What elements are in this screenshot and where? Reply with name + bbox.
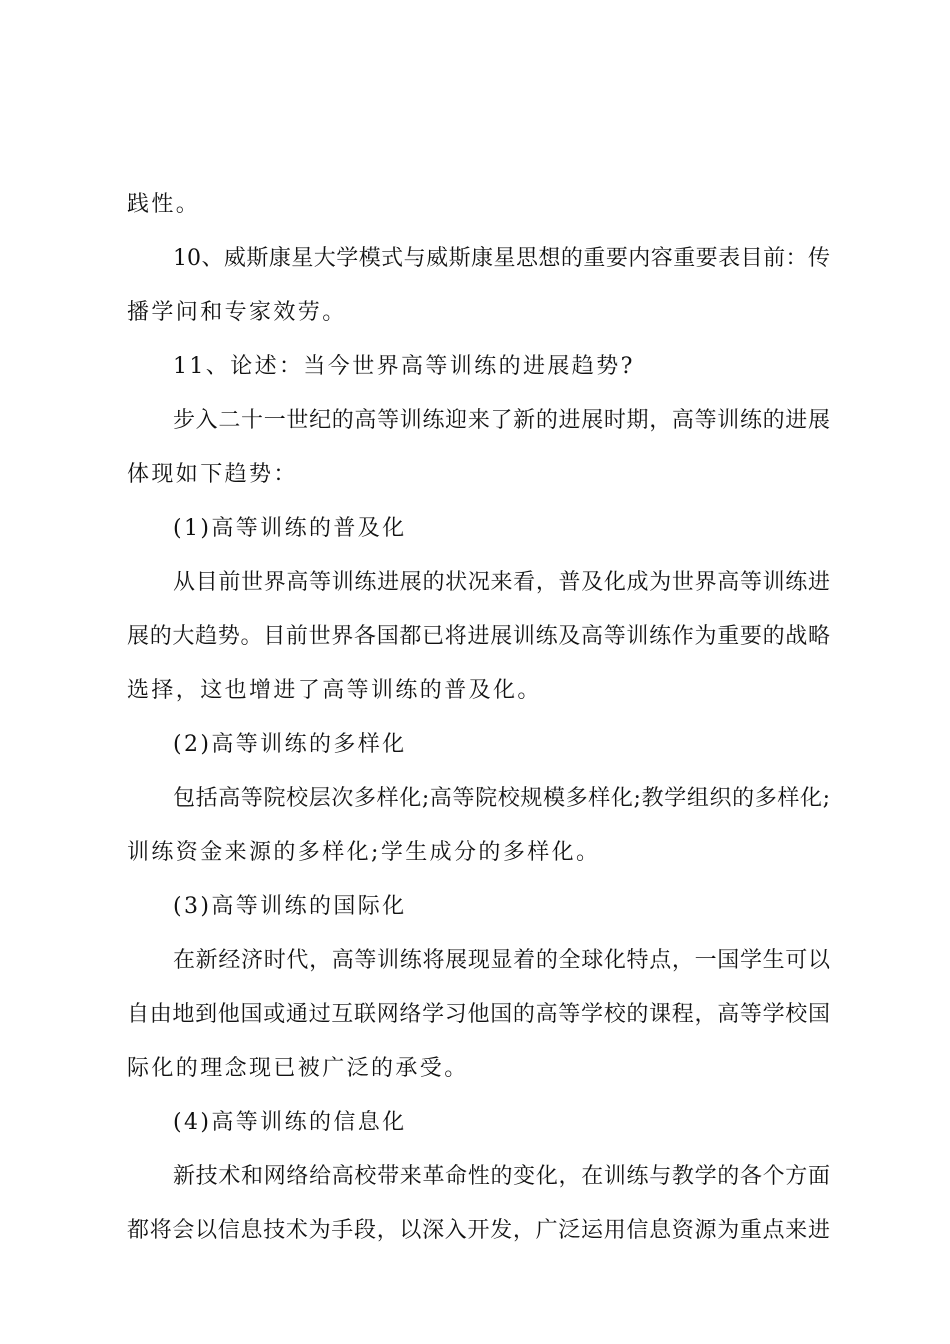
text-line: 训练资金来源的多样化;学生成分的多样化。 [127,840,601,865]
text-line: 从目前世界高等训练进展的状况来看，普及化成为世界高等训练进 [173,570,830,595]
section-heading: (1)高等训练的普及化 [173,516,407,541]
text-line: 播学问和专家效劳。 [127,300,347,325]
text-line: 选择，这也增进了高等训练的普及化。 [127,678,542,703]
document-body [127,188,830,1268]
text-line: 体现如下趋势： [127,462,298,487]
text-line: 展的大趋势。目前世界各国都已将进展训练及高等训练作为重要的战略 [127,624,830,649]
text-line: 际化的理念现已被广泛的承受。 [127,1056,469,1081]
text-line: 在新经济时代，高等训练将展现显着的全球化特点，一国学生可以 [173,948,830,973]
section-heading: (3)高等训练的国际化 [173,894,407,919]
text-line: 11、论述：当今世界高等训练的进展趋势? [173,354,635,379]
text-line: 践性。 [127,192,201,217]
text-line: 自由地到他国或通过互联网络学习他国的高等学校的课程，高等学校国 [127,1002,830,1027]
text-line: 10、威斯康星大学模式与威斯康星思想的重要内容重要表目前：传 [173,246,830,271]
text-line: 新技术和网络给高校带来革命性的变化，在训练与教学的各个方面 [173,1164,830,1189]
section-heading: (2)高等训练的多样化 [173,732,407,757]
section-heading: (4)高等训练的信息化 [173,1110,407,1135]
text-line: 都将会以信息技术为手段，以深入开发，广泛运用信息资源为重点来进 [127,1218,830,1243]
text-line: 步入二十一世纪的高等训练迎来了新的进展时期，高等训练的进展 [173,408,830,433]
text-line: 包括高等院校层次多样化;高等院校规模多样化;教学组织的多样化; [173,786,830,811]
